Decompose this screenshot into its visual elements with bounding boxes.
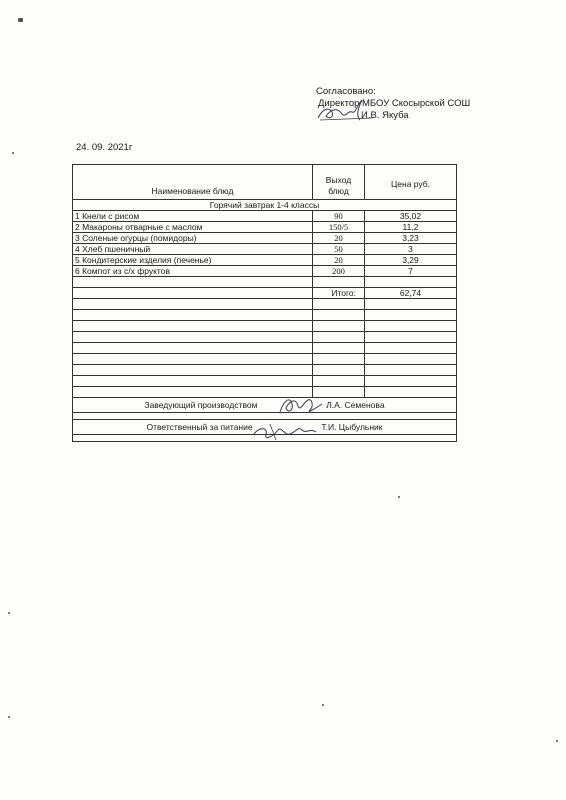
- empty-row: [73, 435, 457, 442]
- dish-name: 1 Кнели с рисом: [73, 211, 313, 222]
- empty-row: [73, 343, 457, 354]
- column-header-price: Цена руб.: [365, 165, 457, 200]
- signature-role: Ответственный за питание: [146, 422, 253, 432]
- document-date: 24. 09. 2021г: [76, 142, 133, 153]
- empty-row: [73, 387, 457, 398]
- dish-name: 6 Компот из с/х фруктов: [73, 266, 313, 277]
- empty-row: [73, 299, 457, 310]
- scan-speck: [8, 612, 10, 614]
- table-row: [73, 211, 457, 222]
- dish-name: 5 Кондитерские изделия (печенье): [73, 255, 313, 266]
- dish-name: 4 Хлеб пшеничный: [73, 244, 313, 255]
- dish-price: 3,29: [365, 255, 457, 266]
- empty-row: [73, 354, 457, 365]
- dish-portion: 50: [313, 244, 365, 255]
- approval-position: Директор МБОУ Скосырской СОШ: [318, 98, 471, 109]
- dish-price: 3,23: [365, 233, 457, 244]
- signature-name: Л.А. Семенова: [326, 400, 385, 410]
- empty-row: [73, 332, 457, 343]
- empty-row: [73, 413, 457, 420]
- dish-name: 2 Макароны отварные с маслом: [73, 222, 313, 233]
- dish-price: 35,02: [365, 211, 457, 222]
- total-label: Итого:: [313, 288, 365, 299]
- approval-title: Согласовано:: [316, 86, 376, 97]
- menu-table: [72, 164, 457, 442]
- table-row: [73, 244, 457, 255]
- signature-name: Т.И. Цыбульник: [321, 422, 383, 432]
- section-row: [73, 200, 457, 211]
- scan-speck: [556, 740, 558, 742]
- table-row: [73, 255, 457, 266]
- column-header-name: Наименование блюд: [73, 165, 313, 200]
- scan-speck: [12, 152, 14, 154]
- scan-speck: [8, 716, 10, 718]
- approval-name: И.В. Якуба: [361, 110, 409, 121]
- table-row: [73, 222, 457, 233]
- signature-role: Заведующий производством: [144, 400, 258, 410]
- total-row: [73, 288, 457, 299]
- dish-price: 7: [365, 266, 457, 277]
- dish-price: 3: [365, 244, 457, 255]
- approval-block: [313, 86, 470, 122]
- empty-row: [73, 310, 457, 321]
- empty-row: [73, 321, 457, 332]
- dish-portion: 20: [313, 255, 365, 266]
- signature-row: [73, 420, 457, 435]
- section-title: Горячий завтрак 1-4 классы: [73, 200, 457, 211]
- scan-speck: [18, 18, 23, 22]
- scan-speck: [398, 496, 400, 498]
- dish-name: 3 Соленые огурцы (помидоры): [73, 233, 313, 244]
- empty-row: [73, 277, 457, 288]
- header-row: [73, 165, 457, 200]
- empty-row: [73, 365, 457, 376]
- total-value: 62,74: [365, 288, 457, 299]
- empty-row: [73, 376, 457, 387]
- dish-portion: 20: [313, 233, 365, 244]
- dish-price: 11,2: [365, 222, 457, 233]
- column-header-portion: Выход блюд: [313, 165, 365, 200]
- dish-portion: 150/5: [313, 222, 365, 233]
- signature-row: [73, 398, 457, 413]
- table-row: [73, 233, 457, 244]
- table-row: [73, 266, 457, 277]
- dish-portion: 90: [313, 211, 365, 222]
- scan-speck: [322, 704, 324, 706]
- dish-portion: 200: [313, 266, 365, 277]
